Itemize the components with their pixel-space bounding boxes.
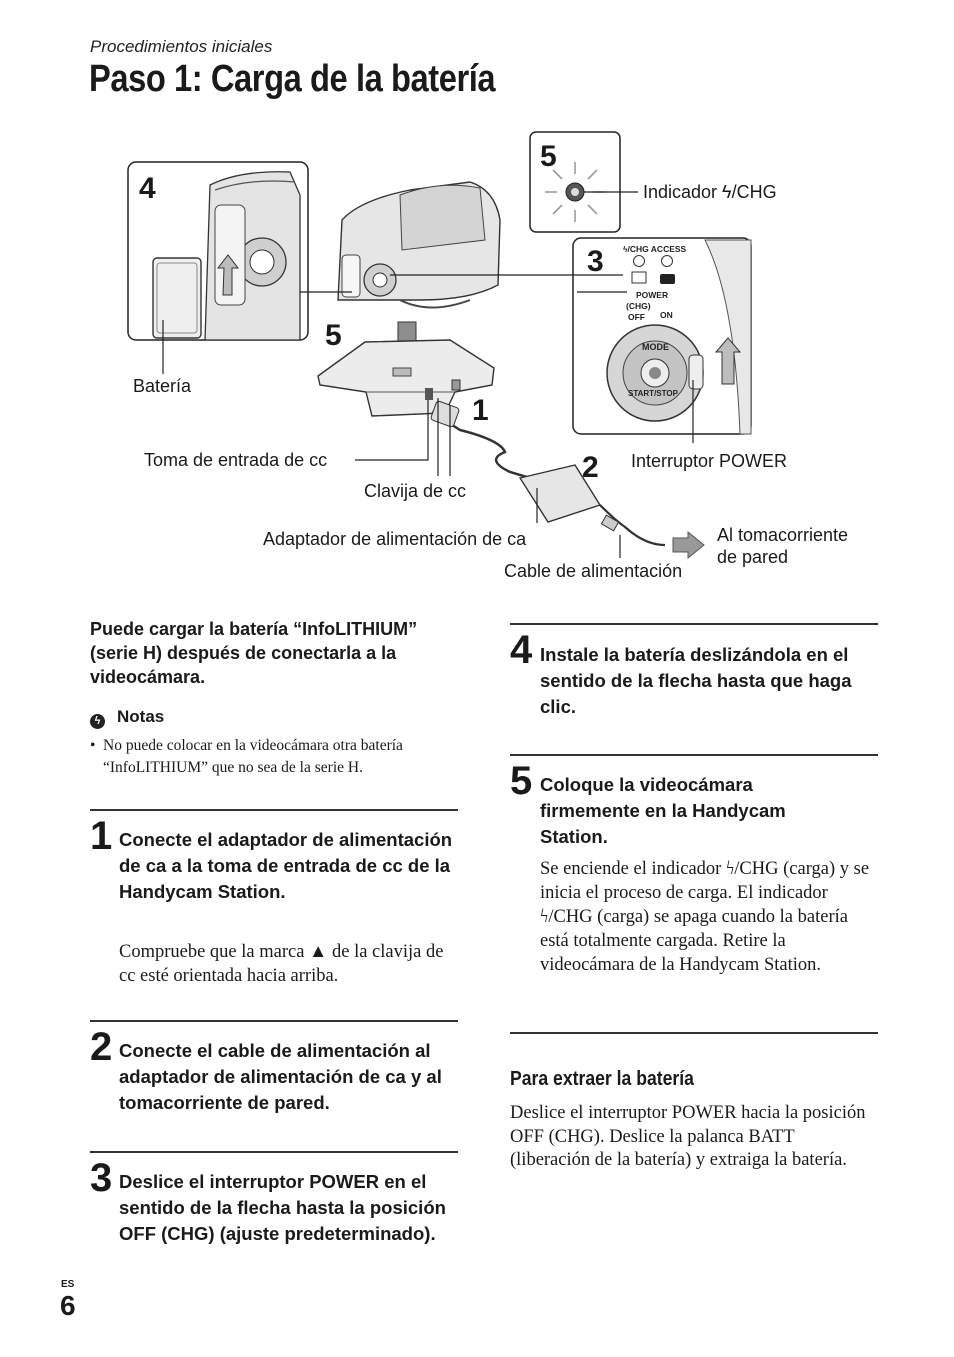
notes-heading-label: Notas [117, 707, 165, 726]
notes-item-text: No puede colocar en la videocámara otra batería “InfoLITHIUM” que no sea de la serie H. [103, 737, 403, 776]
svg-text:START/STOP: START/STOP [628, 389, 678, 398]
step-2-rule [90, 1020, 458, 1022]
step-5-body: Se enciende el indicador ϟ/CHG (carga) y se inicia el proceso de carga. El indicador ϟ/CHG (carga) se apaga cuando la batería está totalmente cargada. Retire la videocámara de la Handycam Station. [540, 859, 870, 975]
step-1-heading: Conecte el adaptador de alimentación de ca a la toma de entrada de cc de la Handycam Station. [119, 829, 453, 902]
step-3-number: 3 [90, 1156, 113, 1200]
notes-heading [90, 707, 164, 729]
section-label: Procedimientos iniciales [90, 37, 273, 56]
step-4-rule [510, 623, 878, 625]
step-2-heading: Conecte el cable de alimentación al adaptador de alimentación de ca y al tomacorriente de pared. [119, 1040, 442, 1113]
step-5-rule [510, 754, 878, 756]
step-5-heading: Coloque la videocámara firmemente en la Handycam Station. [540, 774, 786, 847]
notes-item [90, 735, 462, 779]
svg-text:OFF: OFF [628, 312, 645, 322]
callout-5-station: 5 [325, 319, 342, 352]
step-3-heading: Deslice el interruptor POWER en el sentido de la flecha hasta la posición OFF (CHG) (ajuste predeterminado). [119, 1171, 446, 1244]
page-number: 6 [60, 1290, 76, 1321]
step-5-number: 5 [510, 759, 533, 803]
label-power-cable: Cable de alimentación [504, 561, 683, 581]
step-1-rule [90, 809, 458, 811]
intro-text: Puede cargar la batería “InfoLITHIUM” (serie H) después de conectarla a la videocámara. [90, 619, 418, 687]
svg-text:ON: ON [660, 310, 673, 320]
remove-rule [510, 1032, 878, 1034]
svg-text:MODE: MODE [642, 342, 669, 352]
step-2-number: 2 [90, 1025, 113, 1069]
svg-text:ϟ/CHG ACCESS: ϟ/CHG ACCESS [623, 244, 687, 254]
label-wall-outlet-2: de pared [717, 547, 789, 567]
svg-text:(CHG): (CHG) [626, 301, 651, 311]
callout-5-indicator: 5 [540, 140, 557, 173]
language-code: ES [61, 1279, 75, 1290]
charging-diagram [0, 0, 954, 600]
label-power-switch: Interruptor POWER [631, 451, 788, 471]
page-title: Paso 1: Carga de la batería [89, 58, 496, 100]
remove-heading: Para extraer la batería [510, 1068, 694, 1090]
callout-3: 3 [587, 245, 604, 278]
note-icon: ϟ [90, 714, 105, 729]
callout-4: 4 [139, 172, 156, 205]
step-1-number: 1 [90, 814, 113, 858]
step-4-number: 4 [510, 628, 533, 672]
step-3-rule [90, 1151, 458, 1153]
svg-text:POWER: POWER [636, 290, 669, 300]
callout-1: 1 [472, 394, 489, 427]
label-wall-outlet-1: Al tomacorriente [717, 525, 849, 545]
label-adapter: Adaptador de alimentación de ca [263, 529, 527, 549]
callout-2: 2 [582, 451, 599, 484]
label-battery: Batería [133, 376, 192, 396]
label-dc-in: Toma de entrada de cc [144, 450, 328, 470]
remove-text: Deslice el interruptor POWER hacia la posición OFF (CHG). Deslice la palanca BATT (liberación de la batería) y extraiga la batería. [510, 1103, 866, 1170]
step-1-body: Compruebe que la marca ▲ de la clavija de cc esté orientada hacia arriba. [119, 942, 444, 986]
label-indicator: Indicador ϟ/CHG [643, 182, 777, 202]
label-dc-plug: Clavija de cc [364, 481, 467, 501]
step-4-heading: Instale la batería deslizándola en el sentido de la flecha hasta que haga clic. [540, 644, 852, 717]
bullet: • [90, 737, 96, 754]
camera-station-illustration [318, 182, 500, 416]
